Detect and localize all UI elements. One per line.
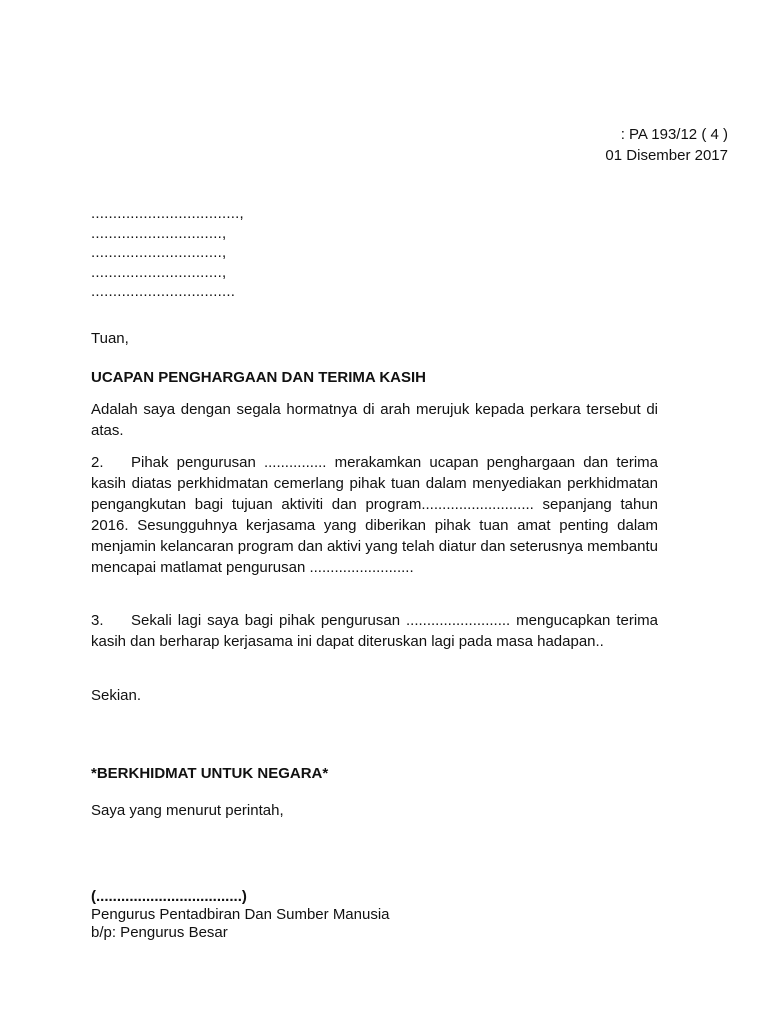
recipient-address <box>91 204 244 302</box>
signatory-position: Pengurus Pentadbiran Dan Sumber Manusia <box>91 906 390 923</box>
paragraph-text: Sekali lagi saya bagi pihak pengurusan ......................... mengucapkan terima kasih dan berharap kerjasama ini dapat diteruskan lagi pada masa hadapan.. <box>91 612 658 650</box>
paragraph-3 <box>91 610 658 652</box>
signatory-on-behalf: b/p: Pengurus Besar <box>91 924 228 941</box>
address-line: .................................., <box>91 205 244 222</box>
address-line: ................................. <box>91 283 236 300</box>
paragraph-1: Adalah saya dengan segala hormatnya di arah merujuk kepada perkara tersebut di atas. <box>91 401 658 439</box>
salutation: Tuan, <box>91 330 129 347</box>
address-line: .............................., <box>91 224 227 242</box>
reference-block <box>605 124 728 166</box>
letter-subject: UCAPAN PENGHARGAAN DAN TERIMA KASIH <box>91 369 427 386</box>
paragraph-text: Pihak pengurusan ............... merakamkan ucapan penghargaan dan terima kasih diatas perkhidmatan cemerlang pihak tuan dalam menyediakan perkhidmatan pengangkutan bagi tujuan aktiviti dan program........................... sepanjang tahun 2016. Sesungguhnya kerjasama yang diberikan pihak tuan amat penting dalam menjamin kelancaran program dan aktivi yang telah diatur dan seterusnya membantu mencapai matlamat pengurusan ......................... <box>91 454 658 576</box>
paragraph-2 <box>91 452 658 578</box>
signoff: Saya yang menurut perintah, <box>91 802 284 819</box>
paragraph-number: 3. <box>91 612 104 629</box>
closing: Sekian. <box>91 687 142 704</box>
address-line: .............................., <box>91 244 227 261</box>
paragraph-number: 2. <box>91 454 104 471</box>
signature-name-blank: (...................................) <box>91 888 247 905</box>
motto: *BERKHIDMAT UNTUK NEGARA* <box>91 765 329 782</box>
signature-block <box>91 888 390 942</box>
address-line: .............................., <box>91 263 227 281</box>
letter-date: 01 Disember 2017 <box>605 147 728 164</box>
reference-number: : PA 193/12 ( 4 ) <box>620 126 728 143</box>
